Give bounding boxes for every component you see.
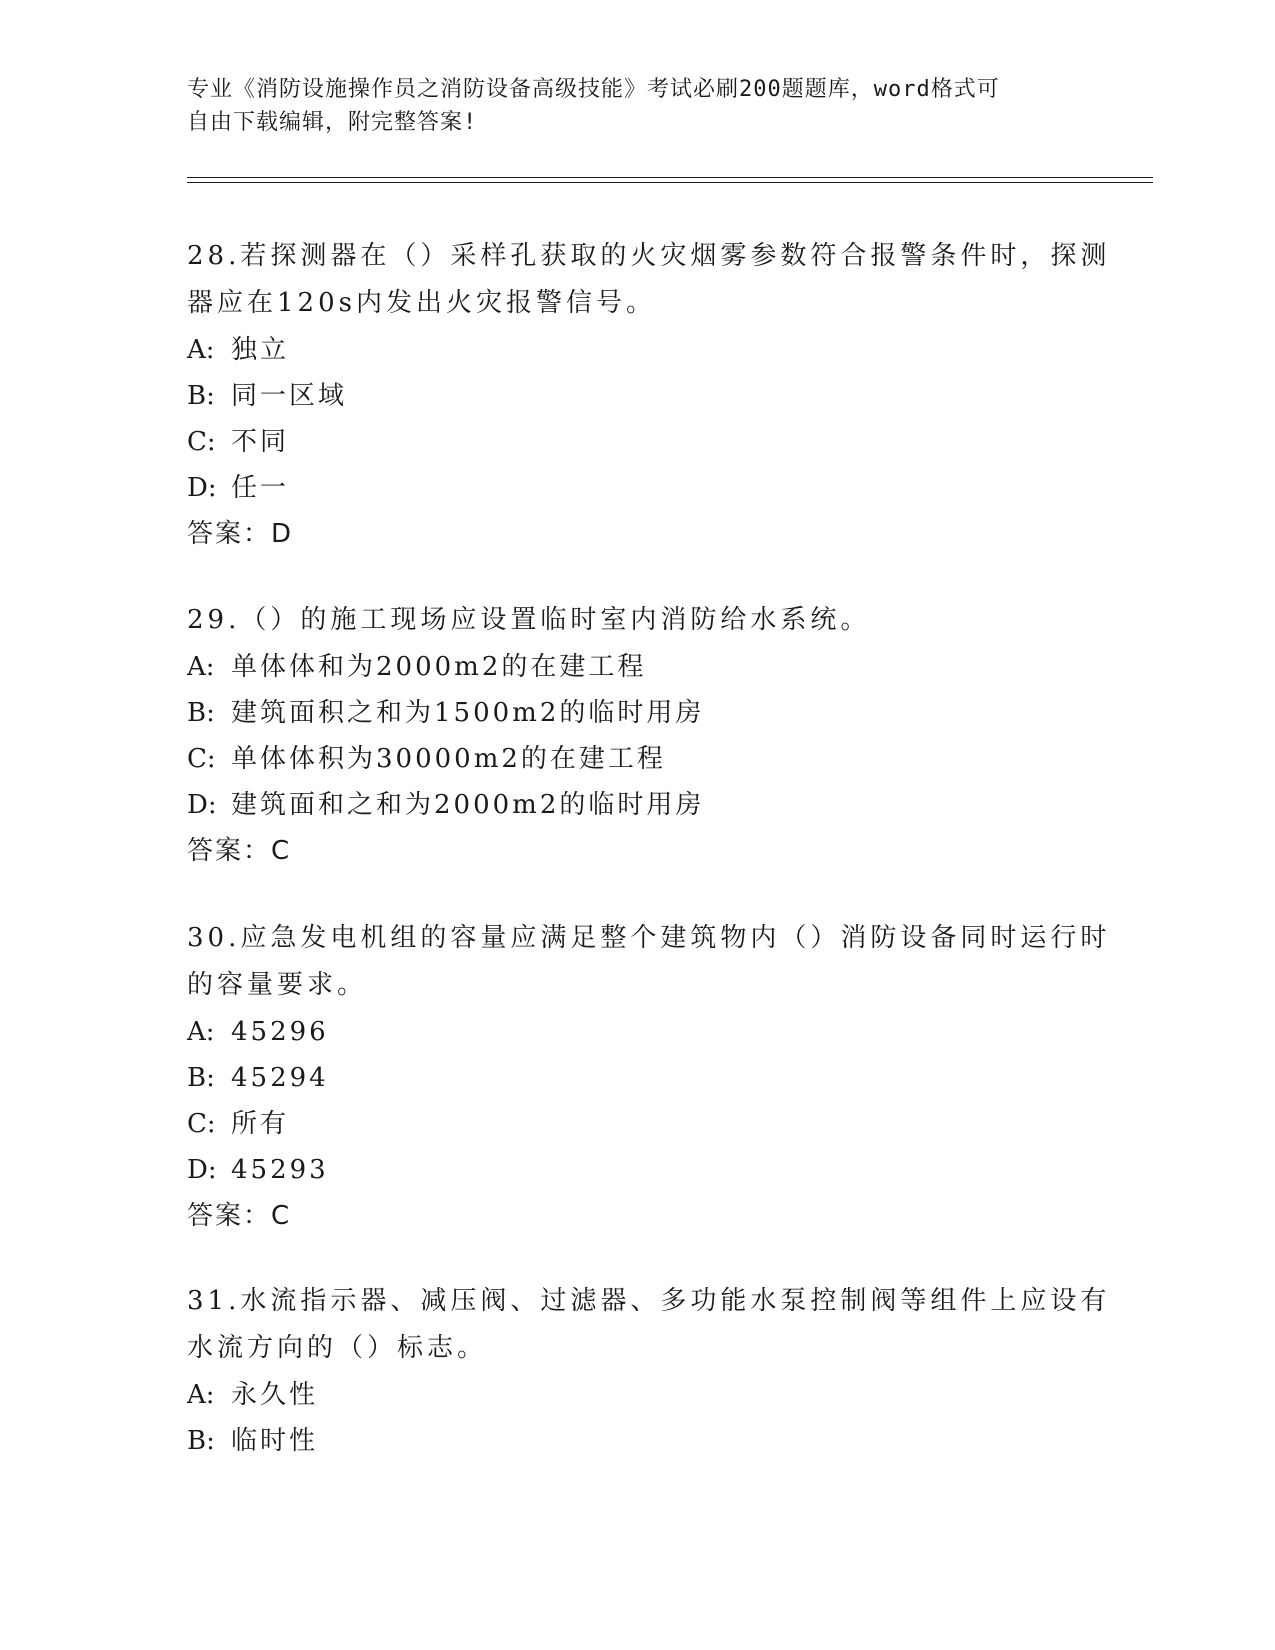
option-a bbox=[187, 1009, 1087, 1055]
answer-line: 答案：C bbox=[187, 1201, 292, 1231]
option-text: 45296 bbox=[231, 1017, 329, 1047]
question-30 bbox=[187, 915, 1111, 1239]
option-a bbox=[187, 1372, 1087, 1418]
stem-line: 29.（）的施工现场应设置临时室内消防给水系统。 bbox=[187, 605, 871, 635]
option-text: 同一区域 bbox=[231, 381, 348, 411]
stem-line: 28.若探测器在（）采样孔获取的火灾烟雾参数符合报警条件时，探测 bbox=[187, 241, 1111, 271]
option-text: 不同 bbox=[231, 427, 290, 457]
question-stem bbox=[187, 915, 1111, 1009]
question-28 bbox=[187, 233, 1111, 557]
document-header bbox=[187, 73, 1067, 139]
option-text: 永久性 bbox=[231, 1380, 319, 1410]
option-letter: C: bbox=[187, 1109, 216, 1139]
option-b bbox=[187, 1418, 1087, 1464]
header-line: 自由下载编辑，附完整答案! bbox=[187, 110, 478, 135]
option-d bbox=[187, 465, 1087, 511]
option-letter: A: bbox=[187, 1017, 215, 1047]
question-31 bbox=[187, 1278, 1111, 1464]
stem-line: 水流方向的（）标志。 bbox=[187, 1333, 488, 1363]
option-letter: A: bbox=[187, 652, 215, 682]
header-divider bbox=[187, 182, 1153, 183]
option-letter: B: bbox=[187, 381, 215, 411]
option-text: 单体体和为2000m2的在建工程 bbox=[231, 652, 647, 682]
option-text: 临时性 bbox=[231, 1426, 319, 1456]
option-text: 建筑面积之和为1500m2的临时用房 bbox=[231, 698, 705, 728]
option-text: 45293 bbox=[231, 1155, 329, 1185]
option-a bbox=[187, 327, 1087, 373]
option-d bbox=[187, 782, 1087, 828]
option-c bbox=[187, 736, 1087, 782]
option-text: 单体体积为30000m2的在建工程 bbox=[231, 744, 666, 774]
question-29 bbox=[187, 597, 1087, 874]
option-b bbox=[187, 1055, 1087, 1101]
header-line: 专业《消防设施操作员之消防设备高级技能》考试必刷200题题库，word格式可 bbox=[187, 77, 1000, 102]
stem-line: 的容量要求。 bbox=[187, 970, 368, 1000]
stem-line: 30.应急发电机组的容量应满足整个建筑物内（）消防设备同时运行时 bbox=[187, 923, 1111, 953]
option-c bbox=[187, 1101, 1087, 1147]
option-letter: A: bbox=[187, 335, 215, 365]
question-stem bbox=[187, 597, 1087, 644]
option-letter: D: bbox=[187, 790, 217, 820]
option-b bbox=[187, 373, 1087, 419]
option-c bbox=[187, 419, 1087, 465]
option-text: 45294 bbox=[231, 1063, 329, 1093]
option-text: 所有 bbox=[231, 1109, 290, 1139]
option-text: 独立 bbox=[231, 335, 290, 365]
option-text: 建筑面和之和为2000m2的临时用房 bbox=[231, 790, 705, 820]
option-a bbox=[187, 644, 1087, 690]
question-stem bbox=[187, 1278, 1111, 1372]
option-letter: A: bbox=[187, 1380, 215, 1410]
option-letter: B: bbox=[187, 1063, 215, 1093]
option-letter: C: bbox=[187, 427, 216, 457]
option-b bbox=[187, 690, 1087, 736]
answer-line: 答案：D bbox=[187, 519, 294, 549]
option-d bbox=[187, 1147, 1087, 1193]
option-letter: B: bbox=[187, 1426, 215, 1456]
option-letter: C: bbox=[187, 744, 216, 774]
question-stem bbox=[187, 233, 1111, 327]
answer-line: 答案：C bbox=[187, 836, 292, 866]
option-text: 任一 bbox=[231, 473, 290, 503]
stem-line: 器应在120s内发出火灾报警信号。 bbox=[187, 288, 656, 318]
option-letter: B: bbox=[187, 698, 215, 728]
stem-line: 31.水流指示器、减压阀、过滤器、多功能水泵控制阀等组件上应设有 bbox=[187, 1286, 1111, 1316]
header-divider bbox=[187, 177, 1153, 178]
option-letter: D: bbox=[187, 1155, 217, 1185]
option-letter: D: bbox=[187, 473, 217, 503]
